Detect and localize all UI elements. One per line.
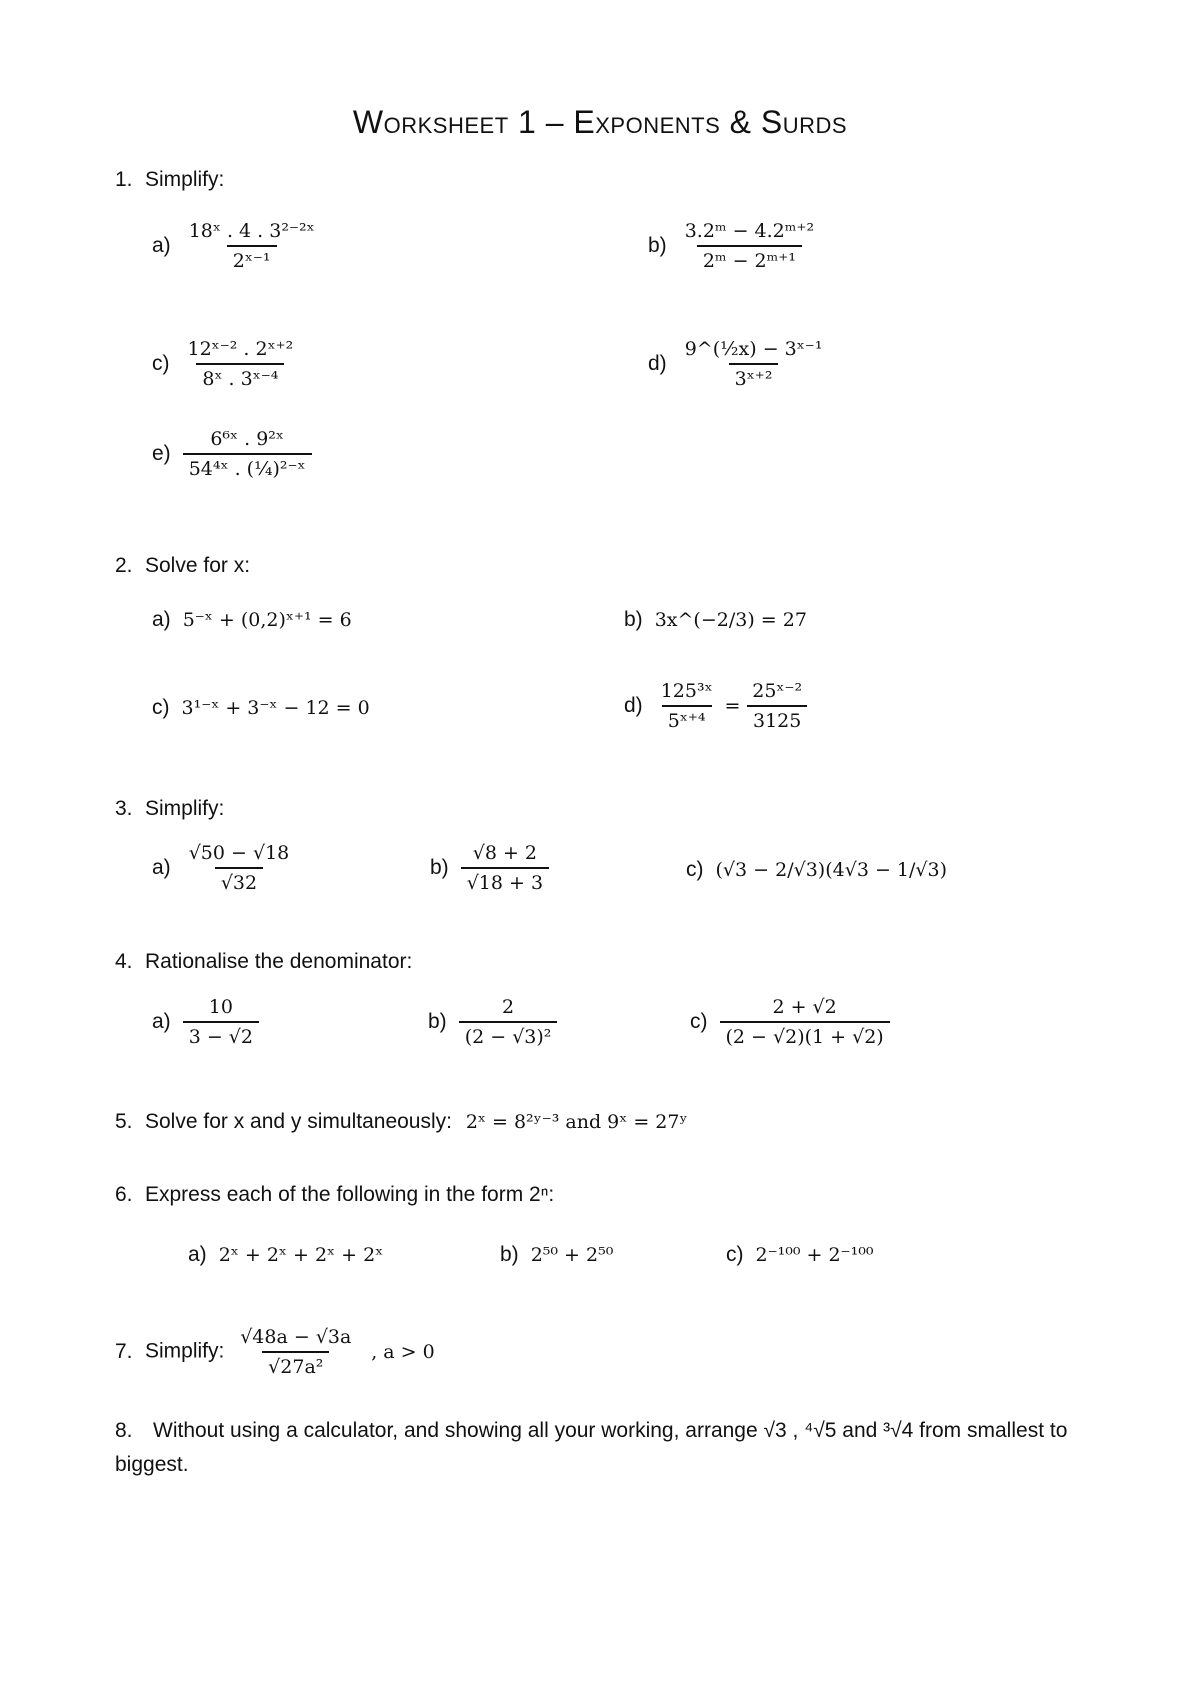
numerator: √8 + 2 xyxy=(472,842,538,864)
numerator: 6⁶ˣ . 9²ˣ xyxy=(210,428,284,450)
part-label: c) xyxy=(152,696,170,720)
numerator: 2 + √2 xyxy=(772,996,837,1018)
expression: 2⁵⁰ + 2⁵⁰ xyxy=(530,1244,614,1267)
denominator: (2 − √3)² xyxy=(459,1021,558,1048)
condition: , a > 0 xyxy=(371,1341,435,1363)
fraction xyxy=(655,680,719,732)
denominator: √27a² xyxy=(262,1351,329,1378)
question-text: Simplify: xyxy=(145,1339,225,1363)
question-8 xyxy=(115,1414,1095,1482)
question-text: Simplify: xyxy=(145,168,225,191)
q1-part-c xyxy=(152,338,299,390)
part-label: b) xyxy=(430,856,449,879)
page-title: Worksheet 1 – Exponents & Surds xyxy=(352,104,848,140)
q4-part-a xyxy=(152,996,259,1048)
q6-part-b xyxy=(500,1243,613,1267)
denominator: 3125 xyxy=(747,705,807,732)
part-label: a) xyxy=(152,234,171,257)
denominator: 3 − √2 xyxy=(183,1021,259,1048)
part-label: b) xyxy=(500,1243,519,1267)
part-label: a) xyxy=(152,856,171,879)
numerator: 18ˣ . 4 . 3²⁻²ˣ xyxy=(188,220,315,242)
fraction xyxy=(679,220,820,272)
part-label: b) xyxy=(624,608,643,632)
equals-sign: = xyxy=(724,695,741,717)
question-number: 8. xyxy=(115,1419,133,1442)
q1-part-b xyxy=(648,220,820,272)
expression: 5⁻ˣ + (0,2)ˣ⁺¹ = 6 xyxy=(182,609,352,632)
fraction xyxy=(461,842,549,894)
expression: 3¹⁻ˣ + 3⁻ˣ − 12 = 0 xyxy=(181,697,370,720)
part-label: c) xyxy=(686,858,704,882)
numerator: √50 − √18 xyxy=(188,842,290,864)
numerator: √48a − √3a xyxy=(240,1326,352,1348)
fraction xyxy=(183,220,321,272)
numerator: 9^(½x) − 3ˣ⁻¹ xyxy=(684,338,823,360)
q3-part-c xyxy=(686,858,947,882)
question-number: 1. xyxy=(115,168,133,191)
part-label: c) xyxy=(152,352,170,375)
denominator: 3ˣ⁺² xyxy=(729,363,779,390)
question-3 xyxy=(115,797,224,821)
q6-part-c xyxy=(726,1243,873,1267)
q6-part-a xyxy=(188,1243,383,1267)
fraction xyxy=(459,996,558,1048)
question-text: Express each of the following in the form 2ⁿ: xyxy=(145,1183,555,1206)
question-number: 3. xyxy=(115,797,133,820)
fraction xyxy=(183,428,312,480)
fraction xyxy=(183,842,296,894)
part-label: b) xyxy=(648,234,667,257)
numerator: 2 xyxy=(502,996,515,1018)
question-2 xyxy=(115,554,250,578)
question-6 xyxy=(115,1183,554,1207)
expression: (√3 − 2/√3)(4√3 − 1/√3) xyxy=(715,859,947,882)
fraction xyxy=(720,996,890,1048)
part-label: a) xyxy=(152,1010,171,1033)
question-number: 2. xyxy=(115,554,133,577)
q4-part-c xyxy=(690,996,890,1048)
denominator: (2 − √2)(1 + √2) xyxy=(720,1021,890,1048)
question-text: Without using a calculator, and showing all your working, arrange √3 , ⁴√5 and ³√4 from smallest to biggest. xyxy=(115,1419,1068,1476)
numerator: 12ˣ⁻² . 2ˣ⁺² xyxy=(187,338,294,360)
question-text: Simplify: xyxy=(145,797,225,820)
numerator: 125³ˣ xyxy=(660,680,713,702)
denominator: 2ᵐ − 2ᵐ⁺¹ xyxy=(697,245,802,272)
denominator: 54⁴ˣ . (¼)²⁻ˣ xyxy=(183,453,312,480)
question-text: Solve for x and y simultaneously: xyxy=(145,1110,452,1133)
numerator: 3.2ᵐ − 4.2ᵐ⁺² xyxy=(684,220,815,242)
question-number: 6. xyxy=(115,1183,133,1206)
question-number: 7. xyxy=(115,1339,133,1363)
expression: 2ˣ + 2ˣ + 2ˣ + 2ˣ xyxy=(218,1244,384,1267)
denominator: 2ˣ⁻¹ xyxy=(227,245,277,272)
question-4 xyxy=(115,950,412,974)
question-7 xyxy=(115,1326,435,1378)
question-5 xyxy=(115,1110,688,1134)
denominator: √32 xyxy=(215,867,263,894)
denominator: √18 + 3 xyxy=(461,867,549,894)
numerator: 25ˣ⁻² xyxy=(752,680,803,702)
q3-part-a xyxy=(152,842,295,894)
q2-part-d xyxy=(624,680,808,732)
numerator: 10 xyxy=(208,996,233,1018)
part-label: a) xyxy=(152,608,171,632)
question-number: 4. xyxy=(115,950,133,973)
question-text: Solve for x: xyxy=(145,554,251,577)
expression: 2⁻¹⁰⁰ + 2⁻¹⁰⁰ xyxy=(755,1244,874,1267)
q1-part-e xyxy=(152,428,312,480)
part-label: d) xyxy=(648,352,667,375)
denominator: 5ˣ⁺⁴ xyxy=(662,705,712,732)
part-label: a) xyxy=(188,1243,207,1267)
fraction xyxy=(183,996,259,1048)
question-number: 5. xyxy=(115,1110,133,1133)
part-label: d) xyxy=(624,694,643,717)
q1-part-a xyxy=(152,220,321,272)
fraction xyxy=(182,338,300,390)
fraction xyxy=(746,680,808,732)
question-1 xyxy=(115,168,224,192)
q3-part-b xyxy=(430,842,549,894)
expression: 3x^(−2/3) = 27 xyxy=(654,609,807,632)
part-label: e) xyxy=(152,442,171,465)
fraction xyxy=(234,1326,357,1378)
expression: 2ˣ = 8²ʸ⁻³ and 9ˣ = 27ʸ xyxy=(465,1111,688,1134)
q1-part-d xyxy=(648,338,828,390)
q2-part-c xyxy=(152,696,370,720)
part-label: b) xyxy=(428,1010,447,1033)
fraction xyxy=(679,338,829,390)
denominator: 8ˣ . 3ˣ⁻⁴ xyxy=(196,363,284,390)
q2-part-a xyxy=(152,608,352,632)
part-label: c) xyxy=(726,1243,744,1267)
q2-part-b xyxy=(624,608,807,632)
q4-part-b xyxy=(428,996,557,1048)
part-label: c) xyxy=(690,1010,708,1033)
question-text: Rationalise the denominator: xyxy=(145,950,413,973)
